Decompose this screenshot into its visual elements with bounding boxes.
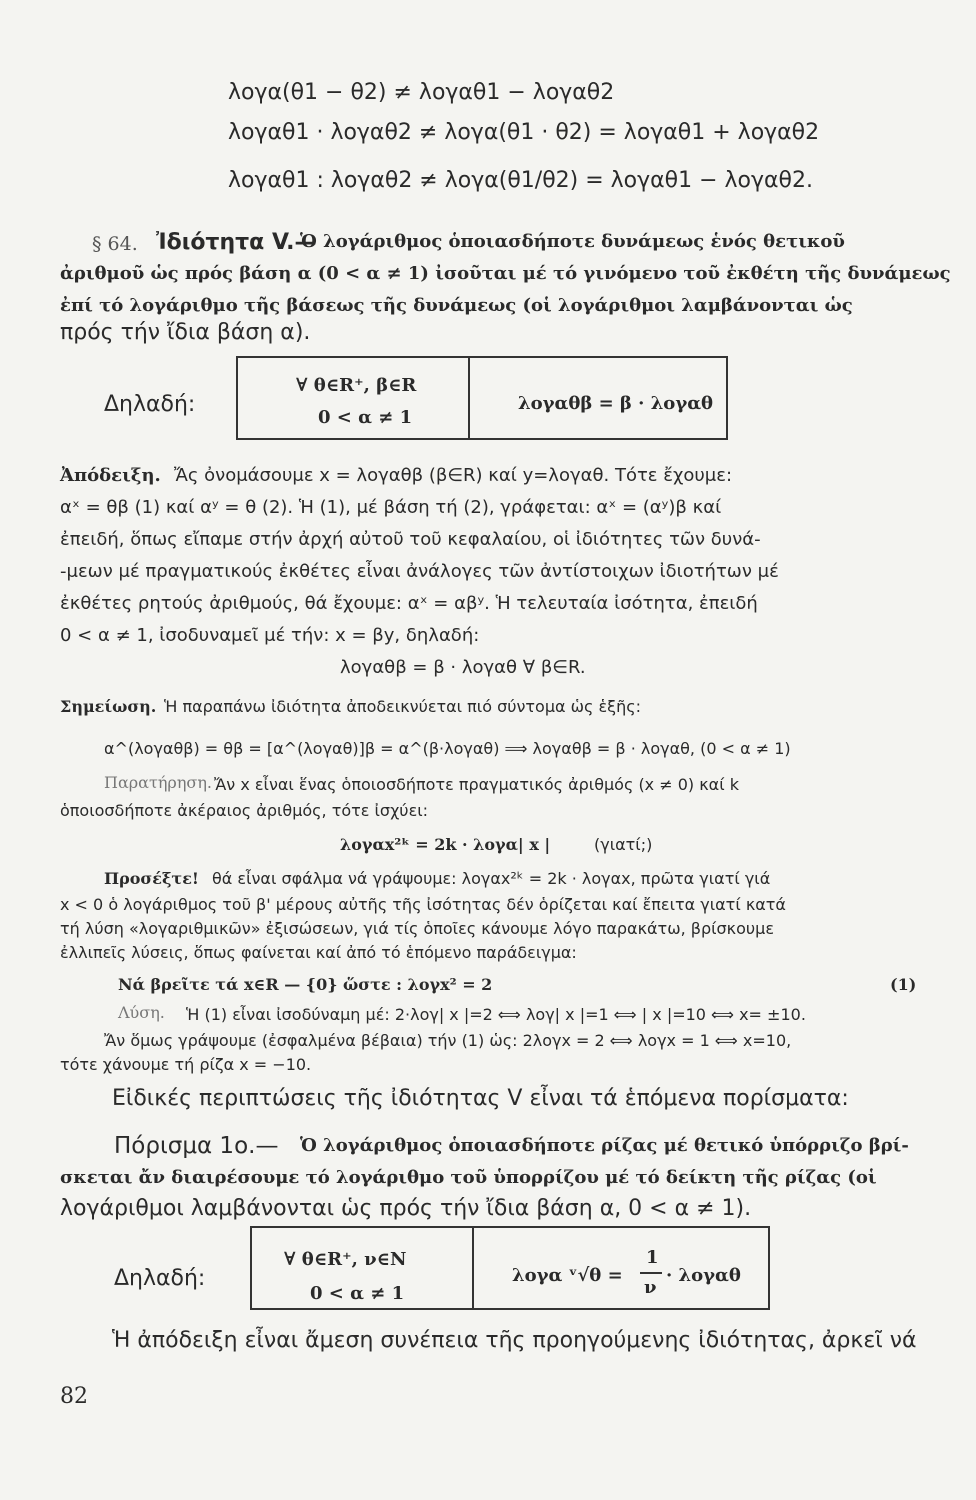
special-cases: Εἰδικές περιπτώσεις τῆς ἰδιότητας V εἶναι τά ἑπόμενα πορίσματα: — [112, 1086, 849, 1111]
proof-line: Ἄς ὀνομάσουμε x = λογαθβ (β∈R) καί y=λογαθ. Τότε ἔχουμε: — [174, 465, 733, 486]
formula-1: λογα(θ1 − θ2) ≠ λογαθ1 − λογαθ2 — [228, 80, 615, 105]
solution-line: Ἄν ὅμως γράψουμε (ἐσφαλμένα βέβαια) τήν (1) ὡς: 2λογx = 2 ⟺ λογx = 1 ⟺ x=10, — [104, 1031, 792, 1050]
corollary-line: Ὁ λογάριθμος ὁποιασδήποτε ρίζας μέ θετικό ὑπόρριζο βρί- — [300, 1135, 909, 1156]
box2-formula-rhs: · λογαθ — [666, 1265, 741, 1286]
example-statement: Νά βρεῖτε τά x∈R — {0} ὥστε : λογx² = 2 — [118, 975, 493, 994]
formula-3: λογαθ1 : λογαθ2 ≠ λογα(θ1/θ2) = λογαθ1 − λογαθ2. — [228, 168, 813, 193]
proof-line: 0 < α ≠ 1, ἰσοδυναμεῖ μέ τήν: x = βy, δηλαδή: — [60, 625, 480, 646]
corollary-line: λογάριθμοι λαμβάνονται ὡς πρός τήν ἴδια βάση α, 0 < α ≠ 1). — [60, 1196, 752, 1221]
attention-line: ἐλλιπεῖς λύσεις, ὅπως φαίνεται καί ἀπό τό ἑπόμενο παράδειγμα: — [60, 943, 577, 962]
box1-divider — [468, 356, 470, 440]
attention-line: θά εἶναι σφάλμα νά γράψουμε: λογαx²ᵏ = 2k · λογαx, πρῶτα γιατί γιά — [212, 869, 771, 888]
box1-cond2: 0 < α ≠ 1 — [318, 407, 413, 428]
remark-line: Ἄν x εἶναι ἕνας ὁποιοσδήποτε πραγματικός ἀριθμός (x ≠ 0) καί k — [214, 775, 739, 794]
corollary-title: Πόρισμα 1ο.— — [114, 1133, 279, 1159]
formula-2: λογαθ1 · λογαθ2 ≠ λογα(θ1 · θ2) = λογαθ1 + λογαθ2 — [228, 120, 820, 145]
note-formula: α^(λογαθβ) = θβ = [α^(λογαθ)]β = α^(β·λογαθ) ⟹ λογαθβ = β · λογαθ, (0 < α ≠ 1) — [104, 739, 791, 758]
property-line: Ὁ λογάριθμος ὁποιασδήποτε δυνάμεως ἑνός θετικοῦ — [300, 231, 845, 252]
solution-line: τότε χάνουμε τή ρίζα x = −10. — [60, 1055, 312, 1074]
box1-formula: λογαθβ = β · λογαθ — [518, 393, 714, 414]
box2-frac-den: ν — [644, 1277, 657, 1298]
note-label: Σημείωση. — [60, 697, 157, 716]
page-number: 82 — [60, 1384, 88, 1409]
solution-label: Λύση. — [118, 1003, 165, 1022]
property-line: ἐπί τό λογάριθμο τῆς βάσεως τῆς δυνάμεως (οἱ λογάριθμοι λαμβάνονται ὡς — [60, 295, 853, 316]
box1-cond1: ∀ θ∈R⁺, β∈R — [296, 375, 417, 396]
attention-label: Προσέξτε! — [104, 869, 199, 888]
attention-line: x < 0 ὁ λογάριθμος τοῦ β' μέρους αὐτῆς τῆς ἰσότητας δέν ὁρίζεται καί ἔπειτα γιατί κατά — [60, 895, 786, 914]
proof-line: -μεων μέ πραγματικούς ἐκθέτες εἶναι ἀνάλογες τῶν ἀντίστοιχων ἰδιοτήτων μέ — [60, 561, 779, 582]
property-line: ἀριθμοῦ ὡς πρός βάση α (0 < α ≠ 1) ἰσοῦται μέ τό γινόμενο τοῦ ἐκθέτη τῆς δυνάμεως — [60, 263, 951, 284]
remark-line: ὁποιοσδήποτε ἀκέραιος ἀριθμός, τότε ἰσχύει: — [60, 801, 429, 820]
proof-line: αˣ = θβ (1) καί αʸ = θ (2). Ἡ (1), μέ βάση τή (2), γράφεται: αˣ = (αʸ)β καί — [60, 497, 722, 518]
corollary-line: σκεται ἄν διαιρέσουμε τό λογάριθμο τοῦ ὑπορρίζου μέ τό δείκτη τῆς ρίζας (οἱ — [60, 1167, 877, 1188]
box2-cond1: ∀ θ∈R⁺, ν∈N — [284, 1249, 407, 1270]
remark-why: (γιατί;) — [594, 835, 653, 854]
final-line: Ἡ ἀπόδειξη εἶναι ἄμεση συνέπεια τῆς προηγούμενης ἰδιότητας, ἀρκεῖ νά — [112, 1328, 917, 1353]
box2-label: Δηλαδή: — [114, 1266, 206, 1291]
attention-line: τή λύση «λογαριθμικῶν» ἐξισώσεων, γιά τίς ὁποῖες κάνουμε λόγο παρακάτω, βρίσκουμε — [60, 919, 774, 938]
box2-formula-lhs: λογα ᵛ√θ = — [512, 1265, 623, 1286]
remark-formula: λογαx²ᵏ = 2k · λογα| x | — [340, 835, 551, 854]
proof-line: ἐπειδή, ὅπως εἴπαμε στήν ἀρχή αὐτοῦ τοῦ κεφαλαίου, οἱ ἰδιότητες τῶν δυνά- — [60, 529, 761, 550]
example-number: (1) — [890, 975, 917, 994]
property-line: πρός τήν ἴδια βάση α). — [60, 320, 311, 345]
proof-line: ἐκθέτες ρητούς ἀριθμούς, θά ἔχουμε: αˣ = αβʸ. Ἡ τελευταία ἰσότητα, ἐπειδή — [60, 593, 758, 614]
solution-line: Ἡ (1) εἶναι ἰσοδύναμη μέ: 2·λογ| x |=2 ⟺ λογ| x |=1 ⟺ | x |=10 ⟺ x= ±10. — [186, 1005, 806, 1024]
note-text: Ἡ παραπάνω ἰδιότητα ἀποδεικνύεται πιό σύντομα ὡς ἑξῆς: — [164, 697, 642, 716]
section-mark: § 64. — [92, 233, 138, 255]
box2-frac-num: 1 — [646, 1247, 659, 1268]
box1-label: Δηλαδή: — [104, 392, 196, 417]
remark-label: Παρατήρηση. — [104, 773, 212, 792]
proof-result: λογαθβ = β · λογαθ ∀ β∈R. — [340, 657, 586, 678]
proof-label: Ἀπόδειξη. — [60, 465, 161, 486]
box2-frac-bar — [640, 1272, 662, 1274]
box2-divider — [472, 1226, 474, 1310]
box2-cond2: 0 < α ≠ 1 — [310, 1283, 405, 1304]
property-title: Ἰδιότητα V.— — [156, 230, 317, 255]
